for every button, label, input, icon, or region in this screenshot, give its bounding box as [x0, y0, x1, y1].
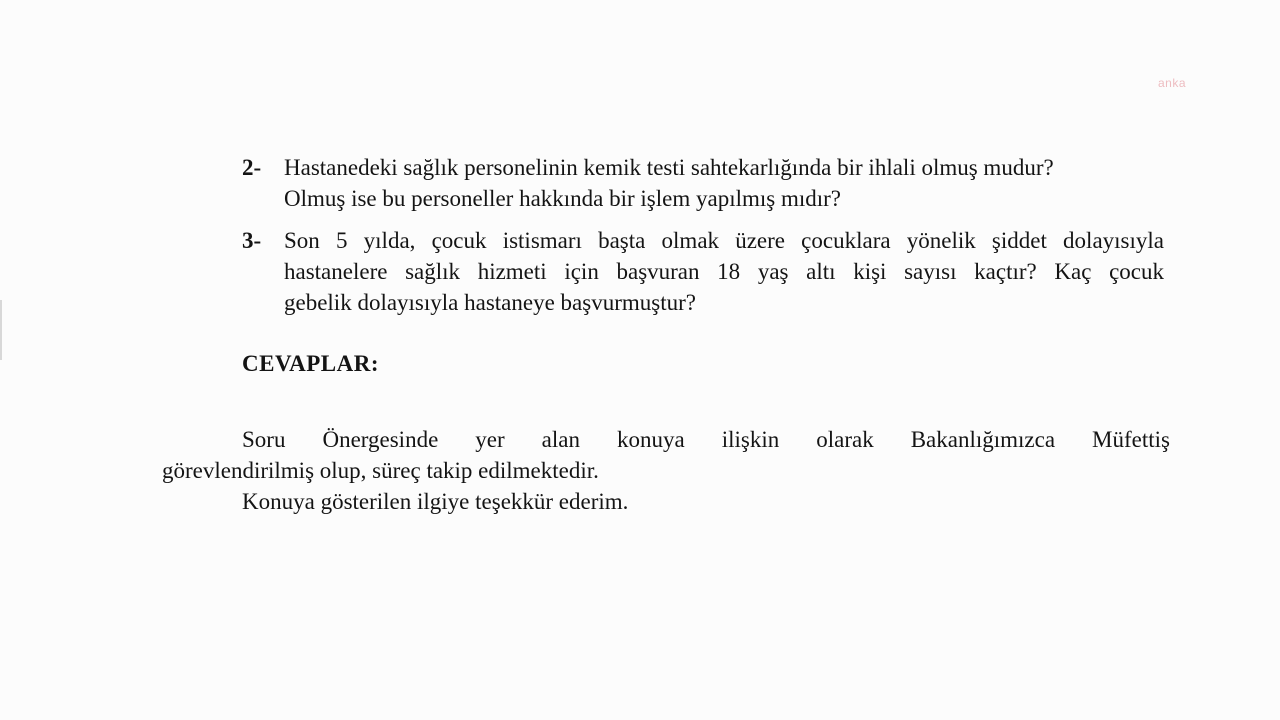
question-text — [284, 152, 1164, 214]
question-line: gebelik dolayısıyla hastaneye başvurmuştur? — [284, 290, 696, 315]
question-line: Son 5 yılda, çocuk istismarı başta olmak üzere çocuklara yönelik şiddet dolayısıyla — [284, 228, 1164, 253]
question-line: Hastanedeki sağlık personelinin kemik testi sahtekarlığında bir ihlali olmuş mudur? — [284, 155, 1054, 180]
question-number: 2- — [242, 155, 262, 180]
question-line: hastanelere sağlık hizmeti için başvuran 18 yaş altı kişi sayısı kaçtır? Kaç çocuk — [284, 259, 1164, 284]
question-line: Olmuş ise bu personeller hakkında bir işlem yapılmış mıdır? — [284, 186, 842, 211]
answer-line: görevlendirilmiş olup, süreç takip edilmektedir. — [162, 458, 599, 483]
answer-line: Soru Önergesinde yer alan konuya ilişkin olarak Bakanlığımızca Müfettiş — [242, 427, 1170, 452]
answers-heading: CEVAPLAR: — [242, 351, 379, 376]
page-edge-shadow — [0, 300, 2, 360]
closing-line: Konuya gösterilen ilgiye teşekkür ederim. — [242, 489, 629, 514]
answer-paragraph — [162, 424, 1170, 517]
question-number: 3- — [242, 228, 262, 253]
question-text — [284, 225, 1164, 318]
agency-watermark: anka — [1158, 76, 1187, 90]
